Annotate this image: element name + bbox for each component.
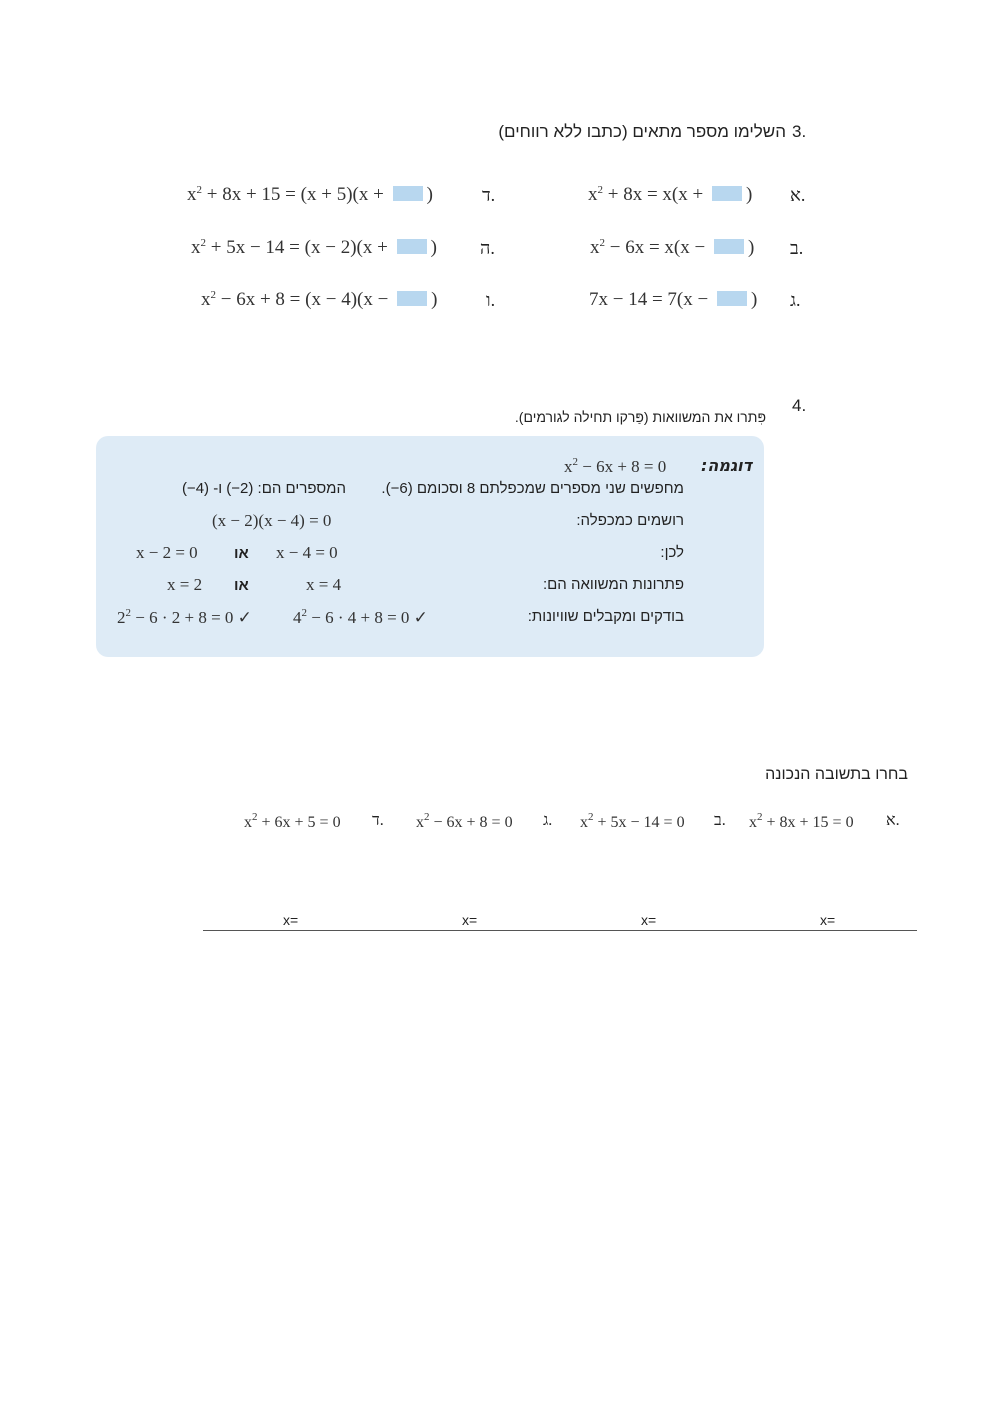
- example-line1-result: המספרים הם: (2−) ו- (4−): [181, 480, 346, 497]
- example-line2-text: רושמים כמכפלה:: [576, 512, 684, 529]
- q3-item-e-label: ה.: [480, 238, 495, 258]
- q3-item-c-label: ג.: [790, 290, 801, 310]
- q3-number: 3.: [792, 122, 807, 141]
- example-line3-or: או: [234, 545, 249, 562]
- q3-item-c-equation: 7x − 14 = 7(x − ): [589, 289, 758, 310]
- q3-item-c-blank[interactable]: [717, 291, 747, 306]
- q4-title: פִּתרו את המשוואות (פַּרקו תחילה לגורמים).: [514, 409, 766, 425]
- example-line3-a: x − 4 = 0: [276, 543, 338, 562]
- example-line5-b: $2^2 - 6 \cdot 2 + 8 = 0$ ✓: [117, 607, 252, 627]
- example-line5-text: בודקים ומקבלים שוויונות:: [527, 608, 684, 625]
- q3-item-b-label: ב.: [790, 238, 804, 258]
- answer-field-d[interactable]: x=: [283, 912, 299, 928]
- example-line2-math: (x − 2)(x − 4) = 0: [212, 511, 332, 530]
- q3-item-a-equation: $x^2 + 8x = x(x$ + ): [588, 184, 753, 205]
- choose-option-d-equation[interactable]: $x^2 + 6x + 5 = 0$: [244, 811, 341, 831]
- example-line5-a: $4^2 - 6 \cdot 4 + 8 = 0$ ✓: [293, 607, 428, 627]
- q3-item-f-label: ו.: [486, 290, 496, 310]
- answer-field-a[interactable]: x=: [820, 912, 836, 928]
- example-label: דוגמה:: [700, 456, 752, 475]
- choose-option-d-label: ד.: [372, 812, 384, 829]
- q3-item-a-label: א.: [790, 185, 806, 205]
- example-line3-b: x − 2 = 0: [136, 543, 198, 562]
- q3-item-b-blank[interactable]: [714, 239, 744, 254]
- q3-item-f-equation: $x^2 - 6x + 8 = (x - 4)(x$ − ): [201, 289, 438, 310]
- example-line1-text: מחפשים שני מספרים שמכפלתם 8 וסכומם (6−).: [381, 480, 684, 497]
- example-line4-a: x = 4: [306, 575, 342, 594]
- answer-row-line: [203, 930, 917, 931]
- q3-item-b-equation: $x^2 - 6x = x(x$ − ): [590, 237, 755, 258]
- example-line4-text: פתרונות המשוואה הם:: [542, 576, 684, 593]
- choose-option-b-label: ב.: [714, 812, 726, 829]
- choose-option-b-equation[interactable]: $x^2 + 5x - 14 = 0$: [580, 811, 685, 831]
- q3-item-a-blank[interactable]: [712, 186, 742, 201]
- choose-option-c-equation[interactable]: $x^2 - 6x + 8 = 0$: [416, 811, 513, 831]
- choose-title: בחרו בתשובה הנכונה: [765, 766, 908, 783]
- q3-item-f-blank[interactable]: [397, 291, 427, 306]
- q4-number: 4.: [792, 396, 807, 415]
- answer-field-b[interactable]: x=: [641, 912, 657, 928]
- example-line4-b: x = 2: [167, 575, 203, 594]
- q3-item-e-blank[interactable]: [397, 239, 427, 254]
- q3-title: השלימו מספר מתאים (כתבו ללא רווחים): [498, 122, 786, 141]
- answer-field-c[interactable]: x=: [462, 912, 478, 928]
- example-line4-or: או: [234, 577, 249, 594]
- choose-option-c-label: ג.: [543, 812, 553, 829]
- q3-item-d-blank[interactable]: [393, 186, 423, 201]
- q3-item-d-equation: $x^2 + 8x + 15 = (x + 5)(x$ + ): [187, 184, 433, 205]
- choose-option-a-label: א.: [886, 812, 900, 829]
- q3-item-e-equation: $x^2 + 5x - 14 = (x - 2)(x$ + ): [191, 237, 437, 258]
- example-equation: $x^2 - 6x + 8 = 0$: [564, 456, 667, 476]
- q3-item-d-label: ד.: [482, 185, 496, 205]
- choose-option-a-equation[interactable]: $x^2 + 8x + 15 = 0$: [749, 811, 854, 831]
- example-line3-text: לכן:: [660, 544, 684, 561]
